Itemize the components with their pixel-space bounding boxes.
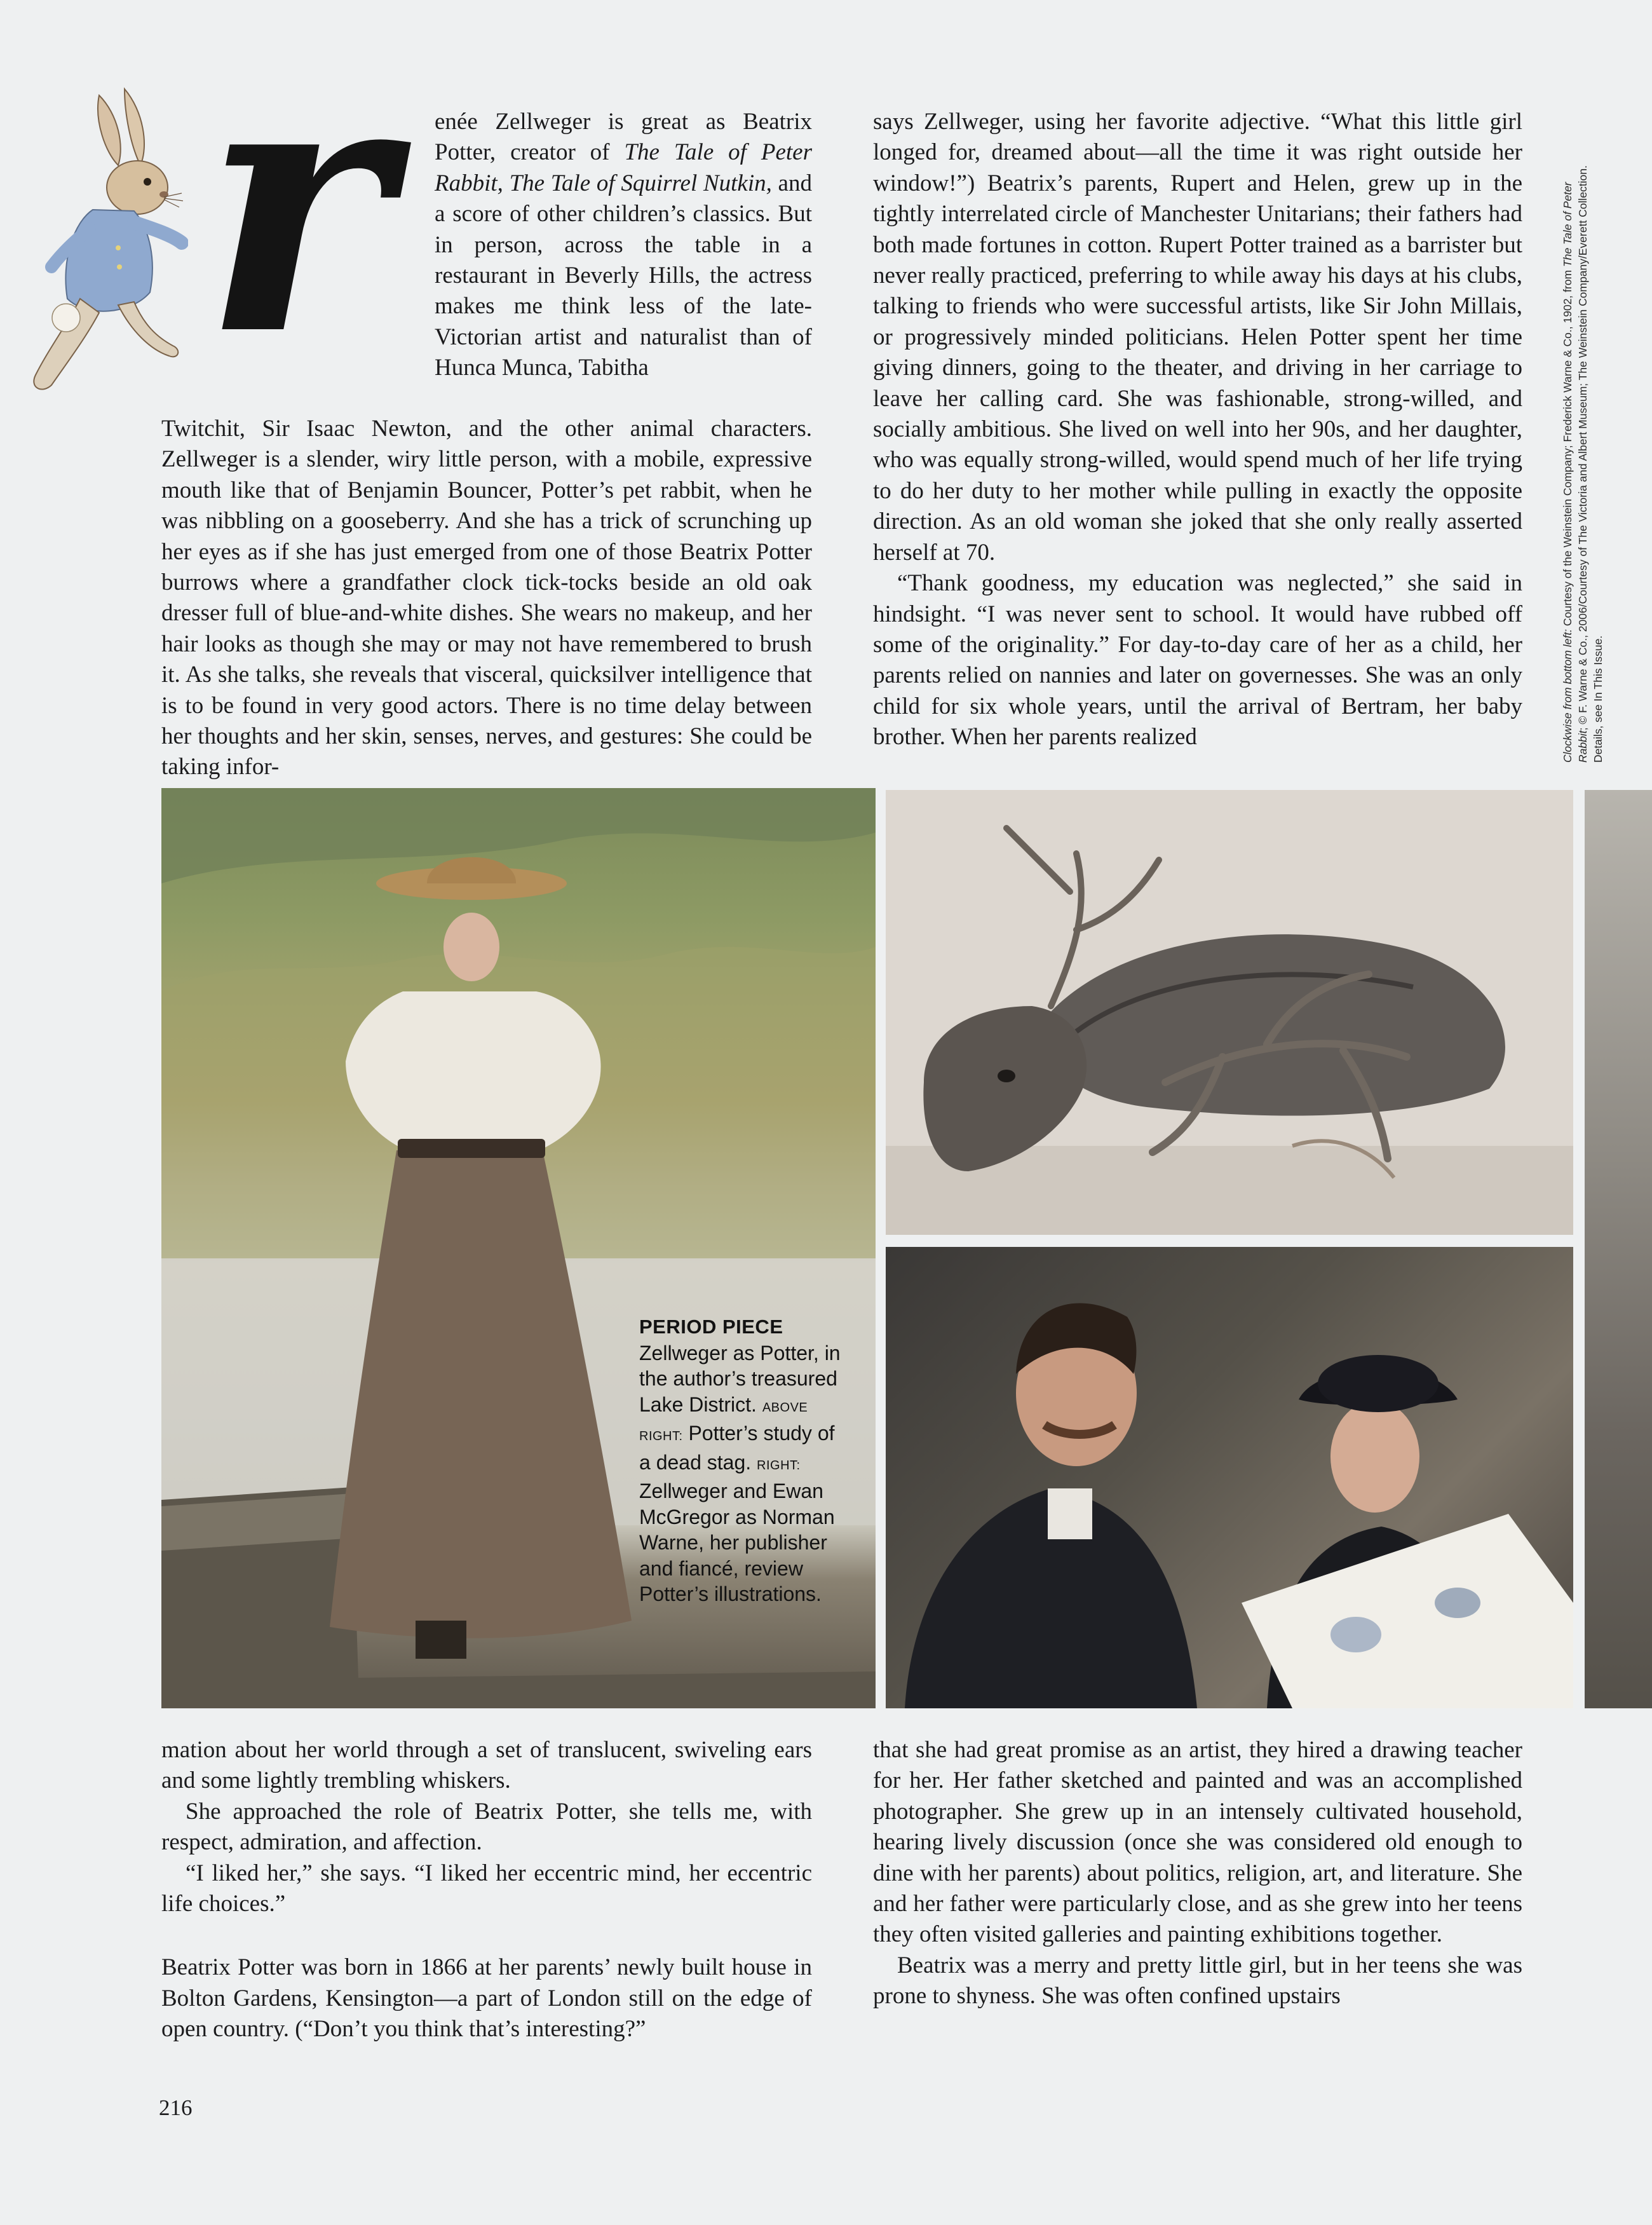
left-column-top — [161, 414, 812, 783]
caption-text: Potter’s study of a dead stag. — [639, 1422, 835, 1474]
body-paragraph: Beatrix Potter was born in 1866 at her parents’ newly built house in Bolton Gardens, Kensington—a part of London still on the edge of open country. (“Don’t you think that’s interesting?” — [161, 1954, 812, 2043]
opening-lines: enée Zellweger is great as Beatrix Potter, creator of — [435, 109, 812, 166]
credit-text: Courtesy of the Weinstein Company; Frederick Warne & Co., 1902, from — [1561, 266, 1574, 629]
opening-rest: and a score of other children’s classics. But in person, across the table in a restaurant in Beverly Hills, the actress makes me think less of the late-Victorian artist and naturalist than of Hunca Munca, Tabitha — [435, 170, 812, 381]
opening-paragraph — [435, 107, 812, 384]
section-break — [161, 1919, 812, 1952]
stag-drawing — [886, 790, 1573, 1235]
left-column-bottom — [161, 1735, 812, 2045]
body-paragraph: “Thank goodness, my education was neglected,” she said in hindsight. “I was never sent to school. It would have rubbed off some of the originality.” For day-to-day care of her as a child, her parents relied on nannies and later on governesses. She was an only child for six whole years, until the arrival of Bertram, her baby brother. When her parents realized — [873, 570, 1522, 751]
drop-cap: r — [202, 0, 390, 414]
credit-text: ; © F. Warne & Co., 2006/Courtesy of The Victoria and Albert Museum; The Weinstein Company/Everett Collection. Details, see In This Issue. — [1576, 165, 1604, 763]
caption-label-above-right: ABOVE RIGHT: — [639, 1400, 808, 1443]
caption-label-right: RIGHT: — [757, 1458, 801, 1473]
right-column-bottom — [873, 1735, 1522, 2012]
photo-caption — [639, 1314, 849, 1607]
opening-book-titles: The Tale of Peter Rabbit, The Tale of Squirrel Nutkin, — [435, 139, 812, 196]
caption-text: Zellweger and Ewan McGregor as Norman Warne, her publisher and fiancé, review Potter’s illustrations. — [639, 1480, 835, 1605]
body-paragraph: says Zellweger, using her favorite adjective. “What this little girl longed for, dreamed about—all the time it was right outside her window!”) Beatrix’s parents, Rupert and Helen, grew up in the tightly interrelated circle of Manchester Unitarians; their fathers had both made fortunes in cotton. Rupert Potter trained as a barrister but never really practiced, preferring to while away his days at his clubs, talking to friends who were successful artists, like Sir John Millais, or progressively minded politicians. Helen Potter spent her time giving dinners, going to the theater, and driving in her carriage to leave her calling card. She was fashionable, strong-willed, and socially ambitious. She lived on well into her 90s, and her daughter, who was equally strong-willed, would spend much of her life trying to do her duty to her mother while pulling in exactly the opposite direction. As an old woman she joked that she only really asserted herself at 70. — [873, 109, 1522, 566]
credit-title: The Tale of Peter Rabbit — [1561, 182, 1589, 763]
caption-text: Zellweger as Potter, in the author’s treasured Lake District. — [639, 1341, 841, 1416]
page-number: 216 — [159, 2095, 193, 2120]
photo-credit — [1560, 159, 1606, 763]
zellweger-mcgregor-photo — [886, 1247, 1573, 1708]
right-column-top — [873, 107, 1522, 753]
credit-lead: Clockwise from bottom left: — [1561, 629, 1574, 763]
partial-photo-edge — [1585, 790, 1652, 1708]
caption-title: PERIOD PIECE — [639, 1316, 783, 1338]
body-paragraph: Beatrix was a merry and pretty little girl, but in her teens she was prone to shyness. She was often confined upstairs — [873, 1952, 1522, 2010]
body-paragraph: mation about her world through a set of translucent, swiveling ears and some lightly trembling whiskers. — [161, 1737, 812, 1794]
body-paragraph: that she had great promise as an artist, they hired a drawing teacher for her. Her father sketched and painted and was an accomplished photographer. She grew up in an intensely cultivated household, hearing lively discussion (once she was considered old enough to dine with her parents) about politics, religion, art, and literature. She and her father were particularly close, and as she grew into her teens they often visited galleries and painting exhibitions together. — [873, 1737, 1522, 1948]
body-paragraph: Twitchit, Sir Isaac Newton, and the other animal characters. Zellweger is a slender, wiry little person, with a mobile, expressive mouth like that of Benjamin Bouncer, Potter’s pet rabbit, when he was nibbling on a gooseberry. And she has a trick of scrunching up her eyes as if she has just emerged from one of those Beatrix Potter burrows where a grandfather clock tick-tocks beside an old oak dresser full of blue-and-white dishes. She wears no makeup, and her hair looks as though she may or may not have remembered to brush it. As she talks, she reveals that visceral, quicksilver intelligence that is to be found in very good actors. There is no time delay between her thoughts and her skin, senses, nerves, and gestures: She could be taking infor- — [161, 416, 812, 780]
body-paragraph: She approached the role of Beatrix Potter, she tells me, with respect, admiration, and affection. — [161, 1798, 812, 1856]
peter-rabbit-illustration — [23, 76, 188, 432]
body-paragraph: “I liked her,” she says. “I liked her eccentric mind, her eccentric life choices.” — [161, 1860, 812, 1917]
